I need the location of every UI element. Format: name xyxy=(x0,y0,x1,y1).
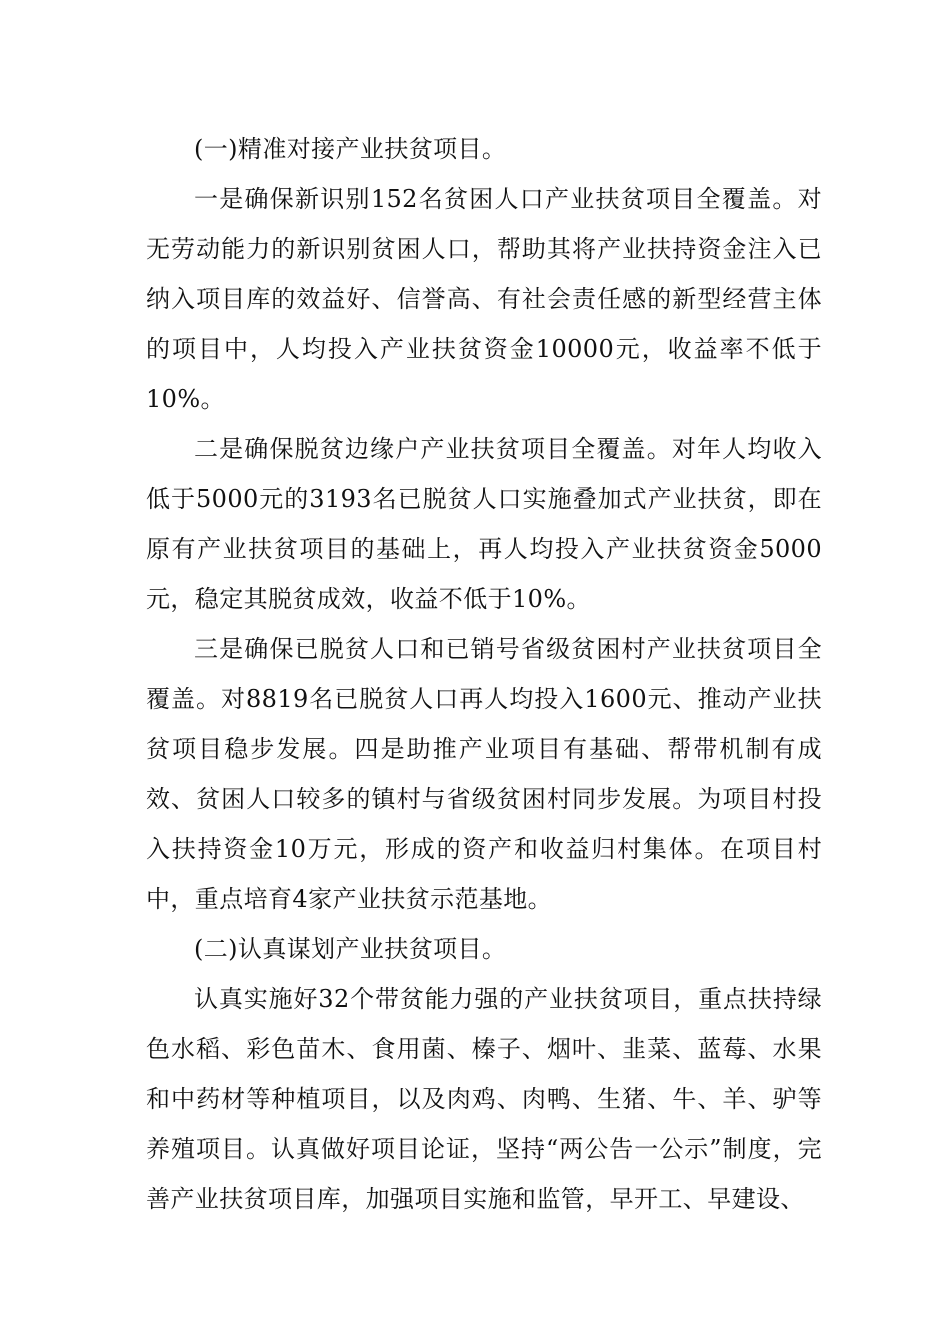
paragraph-1: 一是确保新识别152名贫困人口产业扶贫项目全覆盖。对无劳动能力的新识别贫困人口，帮助其将产业扶持资金注入已纳入项目库的效益好、信誉高、有社会责任感的新型经营主体的项目中，人均投入产业扶贫资金10000元，收益率不低于10%。 xyxy=(146,185,822,413)
section-heading-2: (二)认真谋划产业扶贫项目。 xyxy=(194,935,507,963)
paragraph-4: 认真实施好32个带贫能力强的产业扶贫项目，重点扶持绿色水稻、彩色苗木、食用菌、榛子、烟叶、韭菜、蓝莓、水果和中药材等种植项目，以及肉鸡、肉鸭、生猪、牛、羊、驴等养殖项目。认真做好项目论证，坚持“两公告一公示”制度，完善产业扶贫项目库，加强项目实施和监管，早开工、早建设、 xyxy=(146,985,822,1213)
paragraph-3: 三是确保已脱贫人口和已销号省级贫困村产业扶贫项目全覆盖。对8819名已脱贫人口再人均投入1600元、推动产业扶贫项目稳步发展。四是助推产业项目有基础、帮带机制有成效、贫困人口较多的镇村与省级贫困村同步发展。为项目村投入扶持资金10万元，形成的资产和收益归村集体。在项目村中，重点培育4家产业扶贫示范基地。 xyxy=(146,635,822,913)
section-heading-1: (一)精准对接产业扶贫项目。 xyxy=(194,135,507,163)
paragraph-2: 二是确保脱贫边缘户产业扶贫项目全覆盖。对年人均收入低于5000元的3193名已脱贫人口实施叠加式产业扶贫，即在原有产业扶贫项目的基础上，再人均投入产业扶贫资金5000元，稳定其脱贫成效，收益不低于10%。 xyxy=(146,435,822,613)
document-body xyxy=(146,124,822,1224)
